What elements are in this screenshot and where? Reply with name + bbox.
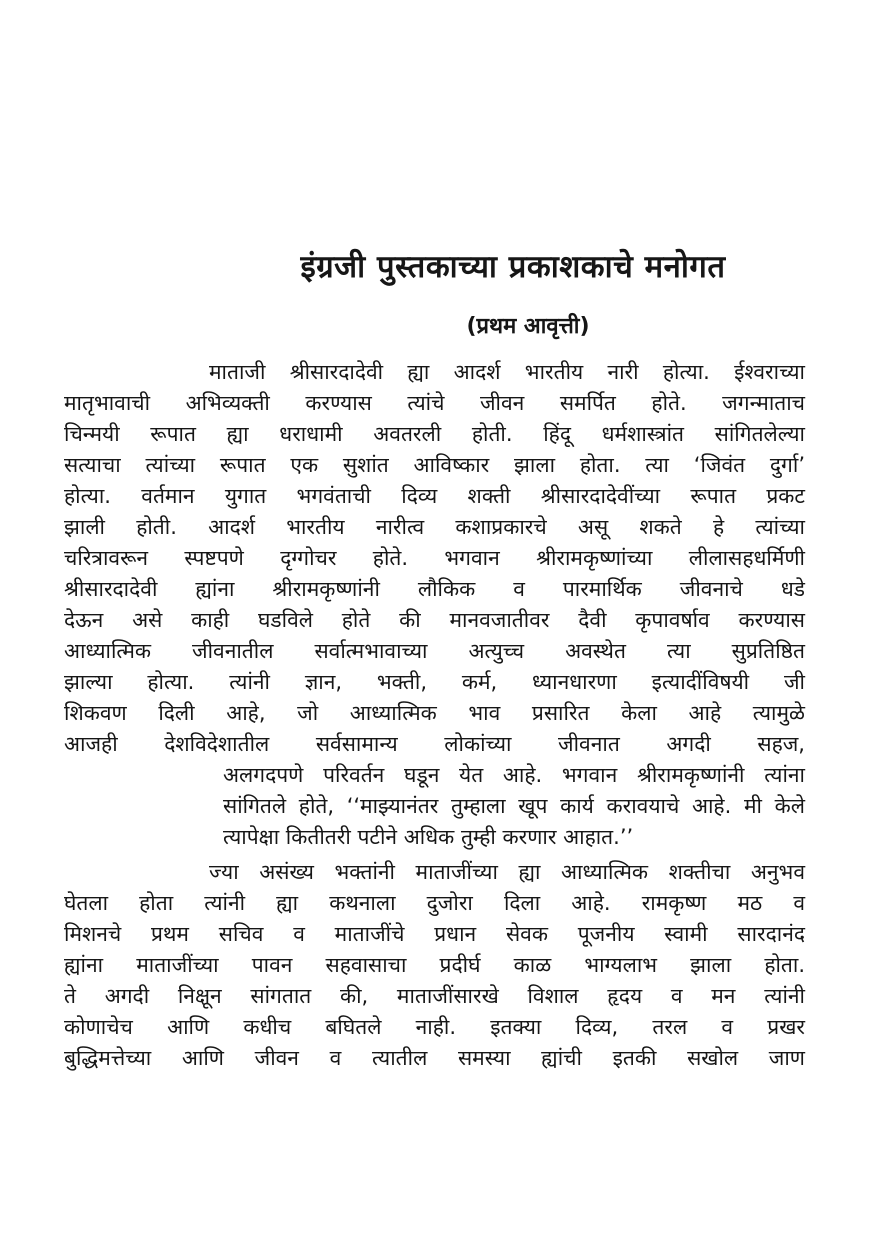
text-line: सत्याचा त्यांच्या रूपात एक सुशांत आविष्कार झाला होता. त्या ‘जिवंत दुर्गा’: [64, 453, 805, 477]
text-line: मिशनचे प्रथम सचिव व माताजींचे प्रधान सेवक पूजनीय स्वामी सारदानंद: [64, 922, 805, 946]
text-line: शिकवण दिली आहे, जो आध्यात्मिक भाव प्रसारित केला आहे त्यामुळे: [64, 701, 805, 725]
body-text: [64, 357, 805, 1074]
text-line: श्रीसारदादेवी ह्यांना श्रीरामकृष्णांनी लौकिक व पारमार्थिक जीवनाचे धडे: [64, 577, 805, 601]
text-line: त्यापेक्षा कितीतरी पटीने अधिक तुम्ही करणार आहात.’’: [223, 825, 634, 849]
text-line: सांगितले होते, ‘‘माझ्यानंतर तुम्हाला खूप कार्य करावयाचे आहे. मी केले: [223, 794, 805, 818]
text-line: आजही देशविदेशातील सर्वसामान्य लोकांच्या जीवनात अगदी सहज,: [64, 732, 805, 756]
text-line: ते अगदी निक्षून सांगतात की, माताजींसारखे विशाल हृदय व मन त्यांनी: [64, 984, 805, 1008]
paragraph: [64, 857, 805, 1074]
text-line: आध्यात्मिक जीवनातील सर्वात्मभावाच्या अत्युच्च अवस्थेत त्या सुप्रतिष्ठित: [64, 639, 805, 663]
text-line: माताजी श्रीसारदादेवी ह्या आदर्श भारतीय नारी होत्या. ईश्वराच्या: [209, 360, 805, 384]
edition-subtitle: (प्रथम आवृत्ती): [466, 314, 590, 339]
text-line: चिन्मयी रूपात ह्या धराधामी अवतरली होती. हिंदू धर्मशास्त्रांत सांगितलेल्या: [64, 422, 805, 446]
paragraph: [64, 357, 805, 853]
text-line: ज्या असंख्य भक्तांनी माताजींच्या ह्या आध्यात्मिक शक्तीचा अनुभव: [209, 860, 805, 884]
text-line: झाली होती. आदर्श भारतीय नारीत्व कशाप्रकारचे असू शकते हे त्यांच्या: [64, 515, 805, 539]
text-line: चरित्रावरून स्पष्टपणे दृग्गोचर होते. भगवान श्रीरामकृष्णांच्या लीलासहधर्मिणी: [64, 546, 805, 570]
text-line: ह्यांना माताजींच्या पावन सहवासाचा प्रदीर्घ काळ भाग्यलाभ झाला होता.: [64, 953, 805, 977]
text-line: घेतला होता त्यांनी ह्या कथनाला दुजोरा दिला आहे. रामकृष्ण मठ व: [64, 891, 805, 915]
text-line: कोणाचेच आणि कधीच बघितले नाही. इतक्या दिव्य, तरल व प्रखर: [64, 1015, 805, 1039]
text-line: अलगदपणे परिवर्तन घडून येत आहे. भगवान श्रीरामकृष्णांनी त्यांना: [223, 763, 805, 787]
page-title: इंग्रजी पुस्तकाच्या प्रकाशकाचे मनोगत: [300, 249, 726, 285]
text-line: झाल्या होत्या. त्यांनी ज्ञान, भक्ती, कर्म, ध्यानधारणा इत्यादींविषयी जी: [64, 670, 805, 694]
text-line: देऊन असे काही घडविले होते की मानवजातीवर दैवी कृपावर्षाव करण्यास: [64, 608, 805, 632]
text-line: बुद्धिमत्तेच्या आणि जीवन व त्यातील समस्या ह्यांची इतकी सखोल जाण: [64, 1046, 805, 1070]
text-line: मातृभावाची अभिव्यक्ती करण्यास त्यांचे जीवन समर्पित होते. जगन्माताच: [64, 391, 805, 415]
text-line: होत्या. वर्तमान युगात भगवंताची दिव्य शक्ती श्रीसारदादेवींच्या रूपात प्रकट: [64, 484, 805, 508]
